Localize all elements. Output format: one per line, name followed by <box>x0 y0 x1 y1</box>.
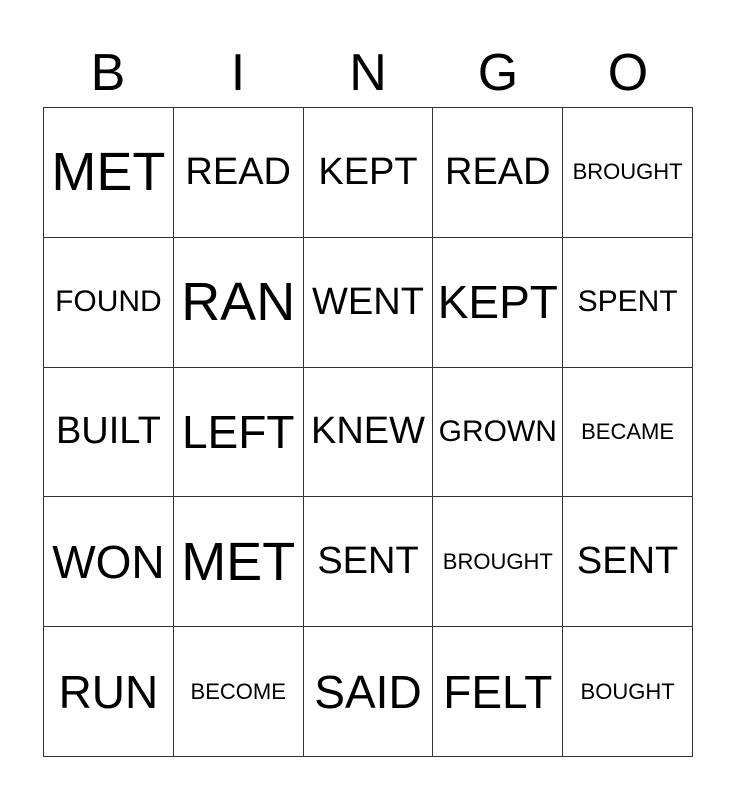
bingo-cell[interactable]: FOUND <box>44 238 174 368</box>
bingo-cell[interactable]: BROUGHT <box>433 497 563 627</box>
bingo-board <box>43 107 693 757</box>
bingo-cell[interactable]: BECAME <box>563 368 693 498</box>
bingo-cell[interactable]: RUN <box>44 627 174 757</box>
header-letter-b: B <box>90 44 126 102</box>
bingo-cell[interactable]: BROUGHT <box>563 108 693 238</box>
bingo-cell[interactable]: MET <box>174 497 304 627</box>
header-letter-n: N <box>349 44 387 102</box>
bingo-cell[interactable]: KNEW <box>304 368 434 498</box>
bingo-cell[interactable]: KEPT <box>433 238 563 368</box>
bingo-cell[interactable]: LEFT <box>174 368 304 498</box>
bingo-cell[interactable]: WON <box>44 497 174 627</box>
bingo-cell[interactable]: BECOME <box>174 627 304 757</box>
bingo-cell[interactable]: READ <box>433 108 563 238</box>
header-letter-g: G <box>477 44 519 102</box>
bingo-cell[interactable]: KEPT <box>304 108 434 238</box>
bingo-cell[interactable]: BOUGHT <box>563 627 693 757</box>
bingo-cell[interactable]: FELT <box>433 627 563 757</box>
header-letter-o: O <box>607 44 649 102</box>
bingo-cell[interactable]: READ <box>174 108 304 238</box>
bingo-cell[interactable]: SENT <box>563 497 693 627</box>
bingo-cell[interactable]: GROWN <box>433 368 563 498</box>
bingo-header <box>43 40 693 106</box>
bingo-cell[interactable]: SENT <box>304 497 434 627</box>
bingo-cell[interactable]: BUILT <box>44 368 174 498</box>
header-letter-i: I <box>230 44 246 102</box>
bingo-cell[interactable]: MET <box>44 108 174 238</box>
bingo-cell[interactable]: WENT <box>304 238 434 368</box>
bingo-cell[interactable]: SPENT <box>563 238 693 368</box>
bingo-cell[interactable]: RAN <box>174 238 304 368</box>
bingo-cell[interactable]: SAID <box>304 627 434 757</box>
